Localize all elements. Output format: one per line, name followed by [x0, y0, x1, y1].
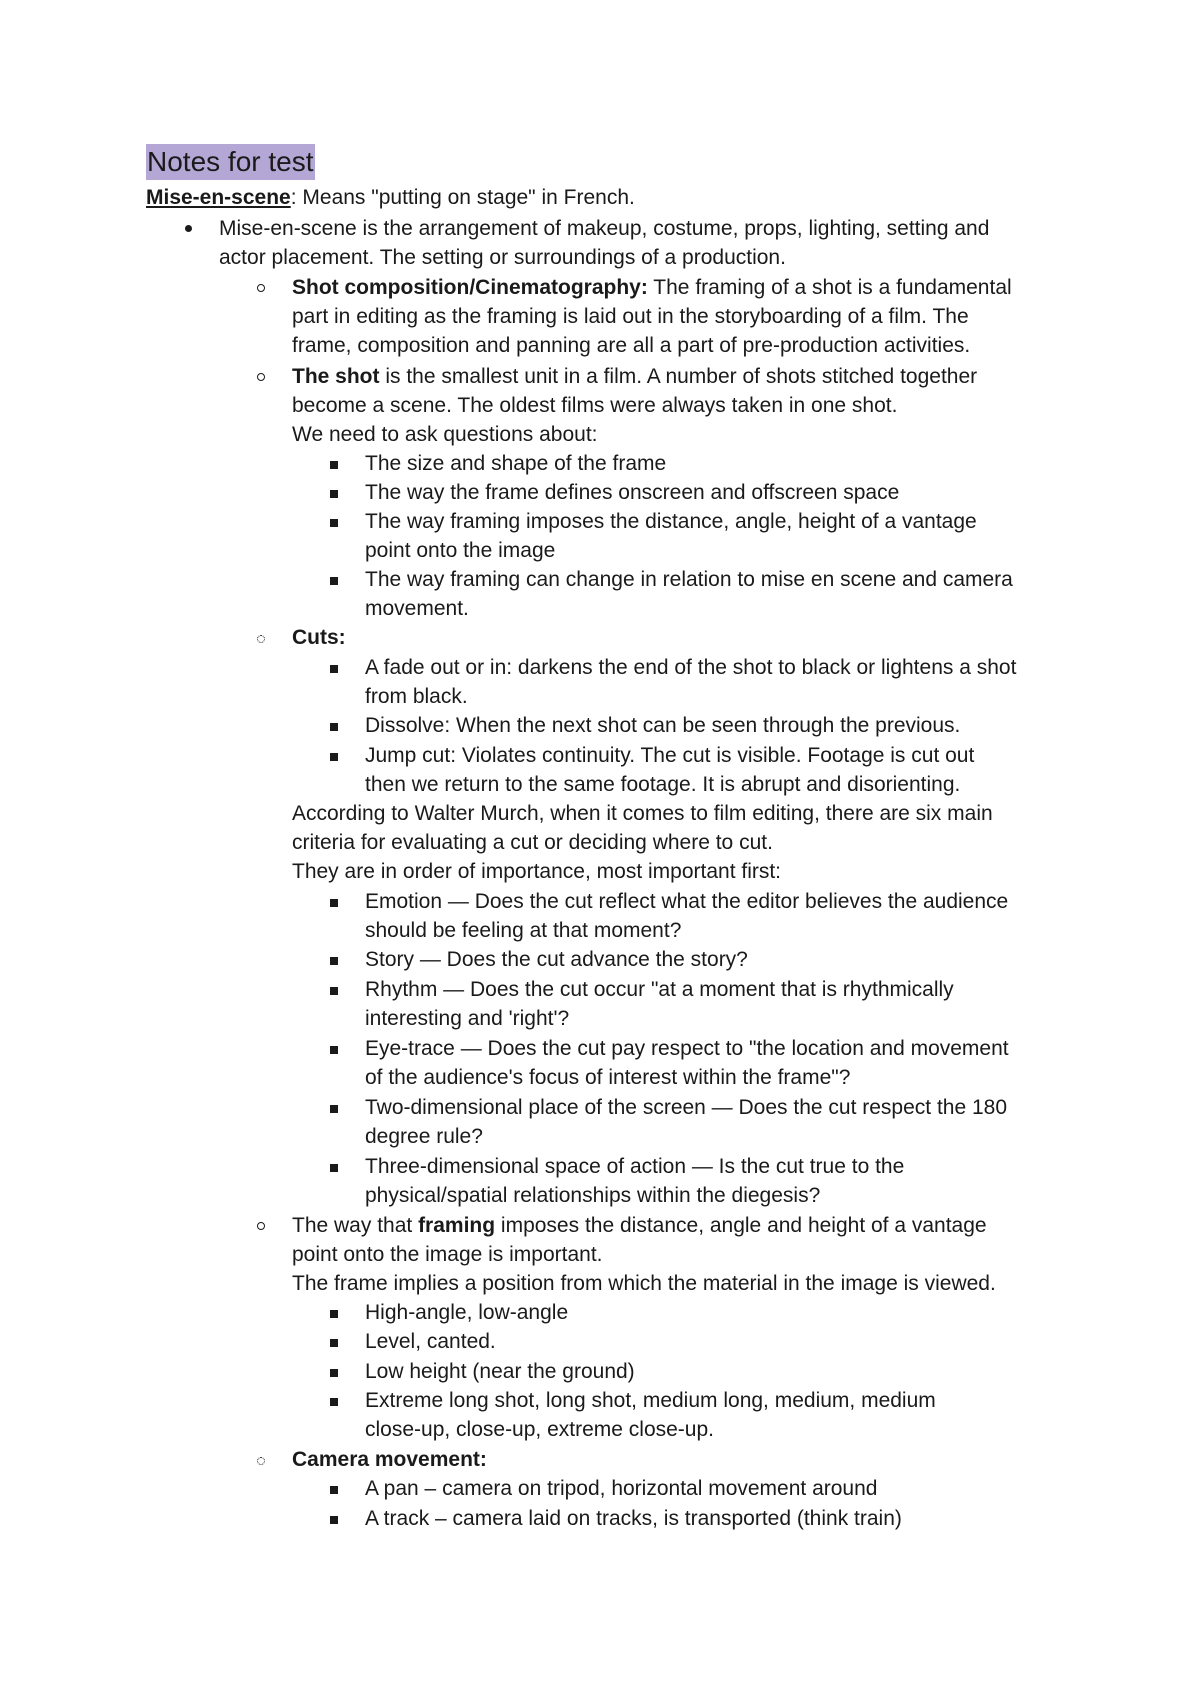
square-bullet-icon	[330, 1369, 338, 1377]
list-item: Story — Does the cut advance the story?	[365, 948, 748, 971]
square-bullet-icon	[330, 490, 338, 498]
list-item: Three-dimensional space of action — Is the cut true to the	[365, 1155, 905, 1178]
list-item: close-up, close-up, extreme close-up.	[365, 1418, 714, 1441]
list-item: Emotion — Does the cut reflect what the editor believes the audience	[365, 890, 1009, 913]
square-bullet-icon	[330, 665, 338, 673]
square-bullet-icon	[330, 577, 338, 585]
dotted-circle-bullet-icon	[257, 1457, 265, 1465]
shot-composition-text: The framing of a shot is a fundamental	[647, 276, 1012, 299]
list-item: should be feeling at that moment?	[365, 919, 682, 942]
square-bullet-icon	[330, 1486, 338, 1494]
square-bullet-icon	[330, 753, 338, 761]
shot-composition-line: part in editing as the framing is laid out in the storyboarding of a film. The	[292, 305, 969, 328]
square-bullet-icon	[330, 1105, 338, 1113]
square-bullet-icon	[330, 957, 338, 965]
square-bullet-icon	[330, 1516, 338, 1524]
list-item: of the audience's focus of interest within the frame"?	[365, 1066, 851, 1089]
list-item: movement.	[365, 597, 469, 620]
list-item: from black.	[365, 685, 468, 708]
list-item: Two-dimensional place of the screen — Does the cut respect the 180	[365, 1096, 1008, 1119]
murch-line: criteria for evaluating a cut or deciding where to cut.	[292, 831, 773, 854]
page-title: Notes for test	[146, 144, 315, 180]
term-definition: : Means "putting on stage" in French.	[290, 186, 635, 209]
circle-bullet-icon	[257, 1222, 265, 1230]
square-bullet-icon	[330, 1339, 338, 1347]
camera-movement-label: Camera movement:	[292, 1448, 487, 1471]
list-item: Dissolve: When the next shot can be seen through the previous.	[365, 714, 961, 737]
list-item: The way framing imposes the distance, angle, height of a vantage	[365, 510, 977, 533]
list-item: Level, canted.	[365, 1330, 496, 1353]
list-item: A pan – camera on tripod, horizontal movement around	[365, 1477, 878, 1500]
shot-composition-line	[292, 274, 1012, 302]
list-item: The way framing can change in relation to mise en scene and camera	[365, 568, 1013, 591]
list-item: physical/spatial relationships within the diegesis?	[365, 1184, 821, 1207]
list-item: A track – camera laid on tracks, is transported (think train)	[365, 1507, 902, 1530]
the-shot-text: is the smallest unit in a film. A number of shots stitched together	[379, 365, 978, 388]
disc-bullet-icon	[185, 225, 192, 232]
the-shot-line	[292, 363, 977, 391]
square-bullet-icon	[330, 987, 338, 995]
the-shot-line: We need to ask questions about:	[292, 423, 598, 446]
framing-line: point onto the image is important.	[292, 1243, 603, 1266]
list-item: The size and shape of the frame	[365, 452, 667, 475]
framing-bold: framing	[418, 1214, 496, 1237]
list-item: then we return to the same footage. It is abrupt and disorienting.	[365, 773, 961, 796]
list-item: Extreme long shot, long shot, medium long, medium, medium	[365, 1389, 936, 1412]
dotted-circle-bullet-icon	[257, 635, 265, 643]
the-shot-label: The shot	[292, 365, 380, 388]
list-item: A fade out or in: darkens the end of the shot to black or lightens a shot	[365, 656, 1017, 679]
square-bullet-icon	[330, 1164, 338, 1172]
list-item: Eye-trace — Does the cut pay respect to "the location and movement	[365, 1037, 1009, 1060]
level1-line: actor placement. The setting or surroundings of a production.	[219, 246, 786, 269]
list-item: The way the frame defines onscreen and offscreen space	[365, 481, 900, 504]
framing-line: The frame implies a position from which the material in the image is viewed.	[292, 1272, 996, 1295]
square-bullet-icon	[330, 1046, 338, 1054]
list-item: Rhythm — Does the cut occur "at a moment that is rhythmically	[365, 978, 954, 1001]
murch-line: They are in order of importance, most important first:	[292, 860, 782, 883]
intro-line	[146, 184, 635, 212]
term-mise-en-scene: Mise-en-scene	[146, 186, 291, 209]
square-bullet-icon	[330, 899, 338, 907]
cuts-label: Cuts:	[292, 626, 346, 649]
circle-bullet-icon	[257, 373, 265, 381]
framing-prefix: The way that	[292, 1214, 419, 1237]
framing-line	[292, 1212, 987, 1240]
list-item: High-angle, low-angle	[365, 1301, 569, 1324]
the-shot-line: become a scene. The oldest films were always taken in one shot.	[292, 394, 898, 417]
shot-composition-label: Shot composition/Cinematography:	[292, 276, 648, 299]
framing-suffix: imposes the distance, angle and height of a vantage	[495, 1214, 987, 1237]
square-bullet-icon	[330, 1398, 338, 1406]
list-item: interesting and 'right'?	[365, 1007, 570, 1030]
level1-line: Mise-en-scene is the arrangement of makeup, costume, props, lighting, setting and	[219, 217, 990, 240]
list-item: degree rule?	[365, 1125, 483, 1148]
square-bullet-icon	[330, 1310, 338, 1318]
shot-composition-line: frame, composition and panning are all a part of pre-production activities.	[292, 334, 971, 357]
circle-bullet-icon	[257, 284, 265, 292]
list-item: Jump cut: Violates continuity. The cut is visible. Footage is cut out	[365, 744, 975, 767]
square-bullet-icon	[330, 461, 338, 469]
list-item: point onto the image	[365, 539, 556, 562]
square-bullet-icon	[330, 723, 338, 731]
murch-line: According to Walter Murch, when it comes to film editing, there are six main	[292, 802, 993, 825]
list-item: Low height (near the ground)	[365, 1360, 635, 1383]
square-bullet-icon	[330, 519, 338, 527]
